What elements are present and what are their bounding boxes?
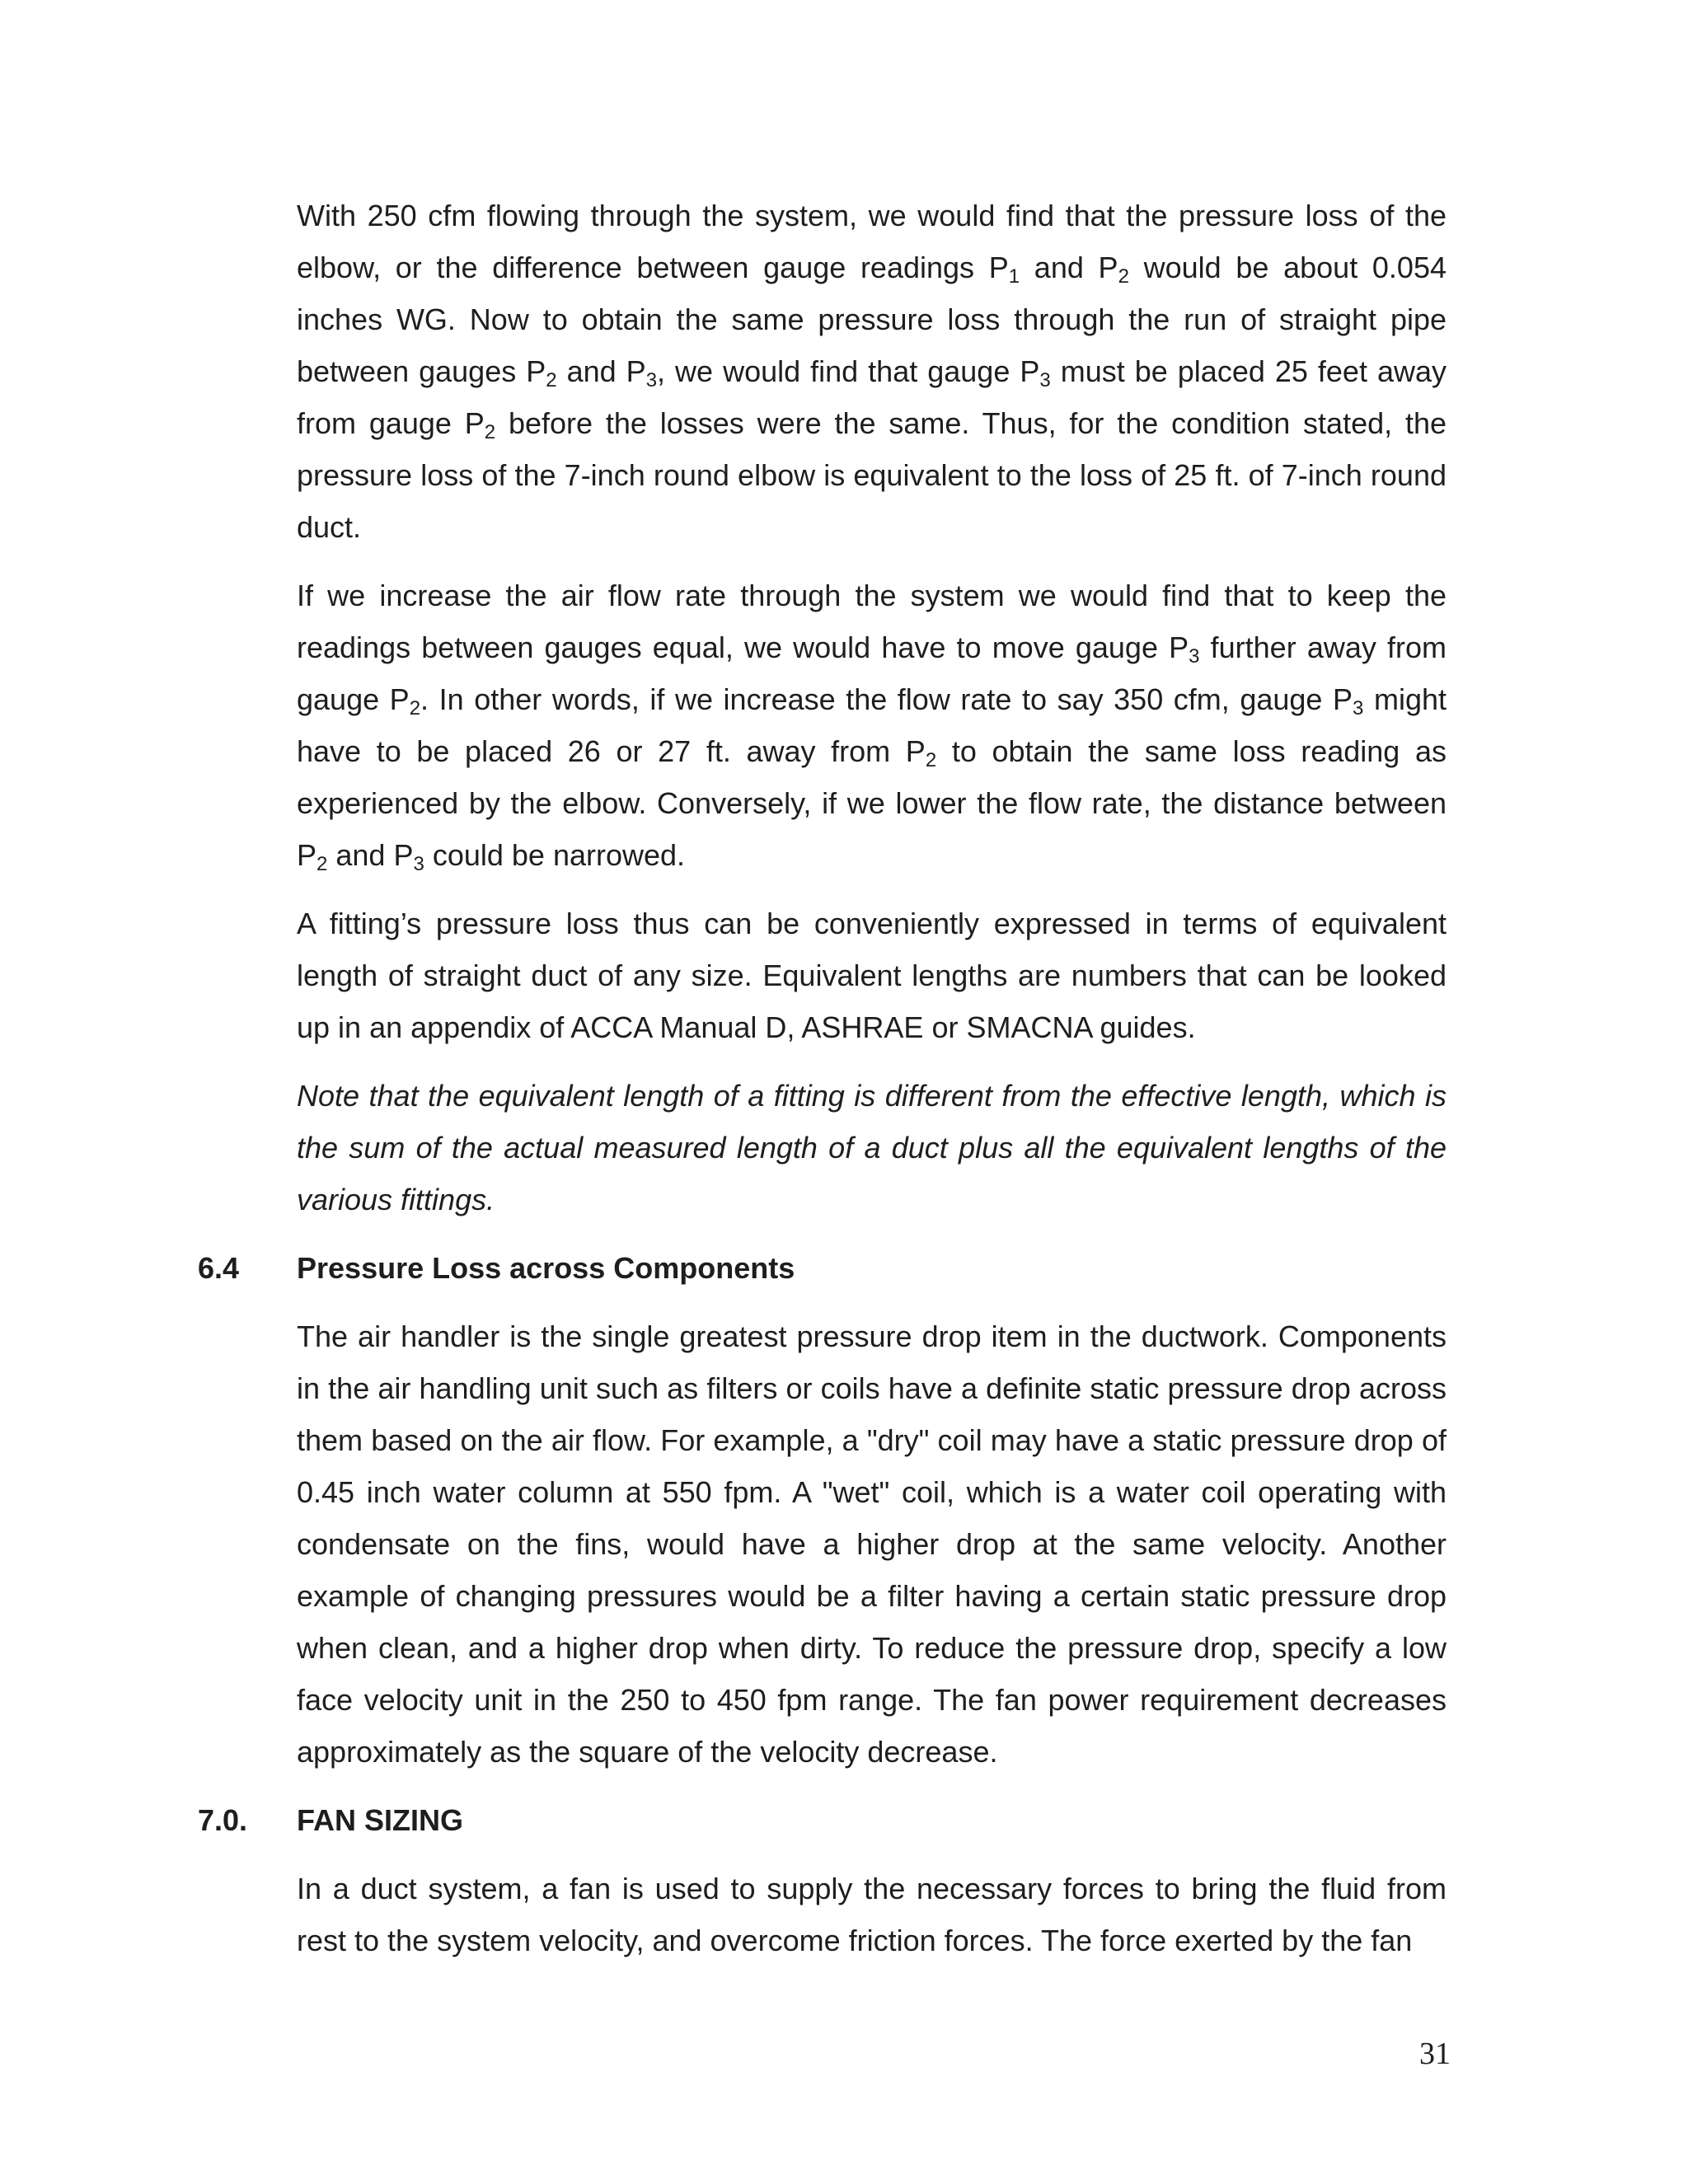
text-run: would be about 0.054 inches WG. Now to obtain the same pressure loss through the run of straight pipe between gauges P bbox=[297, 251, 1447, 388]
subscript: 3 bbox=[1189, 645, 1200, 668]
subscript: 2 bbox=[546, 369, 557, 391]
subscript: 3 bbox=[1353, 697, 1364, 719]
text-run: must be placed 25 feet away from gauge P bbox=[297, 354, 1447, 440]
text-run: might have to be placed 26 or 27 ft. away from P bbox=[297, 682, 1447, 768]
section-number: 6.4 bbox=[198, 1251, 240, 1285]
section-title: FAN SIZING bbox=[297, 1803, 464, 1837]
page-content bbox=[198, 190, 1447, 1983]
page-number: 31 bbox=[1419, 2036, 1451, 2071]
text-run: further away from gauge P bbox=[297, 630, 1447, 716]
paragraph-air-handler: The air handler is the single greatest pressure drop item in the ductwork. Components in the air handling unit such as filters or coils have a definite static pressure drop across them based on the air flow. For example, a "dry" coil may have a static pressure drop of 0.45 inch water column at 550 fpm. A "wet" coil, which is a water coil operating with condensate on the fins, would have a higher drop at the same velocity. Another example of changing pressures would be a filter having a certain static pressure drop when clean, and a higher drop when dirty. To reduce the pressure drop, specify a low face velocity unit in the 250 to 450 fpm range. The fan power requirement decreases approximately as the square of the velocity decrease. bbox=[297, 1319, 1447, 1769]
subscript: 3 bbox=[645, 369, 658, 391]
text-run: and P bbox=[1020, 251, 1118, 284]
text-run: could be narrowed. bbox=[424, 838, 686, 872]
text-run: . In other words, if we increase the flow rate to say 350 cfm, gauge P bbox=[420, 682, 1353, 716]
text-run: , we would find that gauge P bbox=[657, 354, 1040, 388]
subscript: 1 bbox=[1008, 265, 1020, 288]
subscript: 2 bbox=[484, 421, 496, 443]
paragraph-elbow-pressure-loss bbox=[297, 190, 1447, 553]
section-heading-6-4 bbox=[198, 1242, 1447, 1294]
subscript: 2 bbox=[316, 853, 328, 875]
text-run: If we increase the air flow rate through the system we would find that to keep the readings between gauges equal, we would have to move gauge P bbox=[297, 579, 1447, 664]
section-number: 7.0. bbox=[198, 1803, 248, 1837]
section-title: Pressure Loss across Components bbox=[297, 1251, 795, 1285]
subscript: 2 bbox=[925, 749, 937, 771]
section-heading-7-0 bbox=[198, 1794, 1447, 1846]
paragraph-flow-rate-increase bbox=[297, 569, 1447, 881]
text-run: and P bbox=[327, 838, 414, 872]
text-run: With 250 cfm flowing through the system, we would find that the pressure loss of the elbow, or the difference between gauge readings P bbox=[297, 199, 1447, 284]
paragraph-fan-sizing: In a duct system, a fan is used to supply the necessary forces to bring the fluid from rest to the system velocity, and overcome friction forces. The force exerted by the fan bbox=[297, 1872, 1447, 1957]
text-run: and P bbox=[556, 354, 646, 388]
paragraph-note-effective-length: Note that the equivalent length of a fitting is different from the effective length, which is the sum of the actual measured length of a duct plus all the equivalent lengths of the various fittings. bbox=[297, 1079, 1447, 1216]
subscript: 2 bbox=[1118, 265, 1129, 288]
paragraph-equivalent-length: A fitting’s pressure loss thus can be conveniently expressed in terms of equivalent length of straight duct of any size. Equivalent lengths are numbers that can be looked up in an appendix of ACCA Manual D, ASHRAE or SMACNA guides. bbox=[297, 907, 1447, 1044]
subscript: 3 bbox=[413, 853, 424, 875]
subscript: 2 bbox=[409, 697, 421, 719]
text-run: before the losses were the same. Thus, for the condition stated, the pressure loss of the 7-inch round elbow is equivalent to the loss of 25 ft. of 7-inch round duct. bbox=[297, 406, 1447, 544]
subscript: 3 bbox=[1039, 369, 1051, 391]
text-run: to obtain the same loss reading as experienced by the elbow. Conversely, if we lower the flow rate, the distance between P bbox=[297, 734, 1447, 872]
